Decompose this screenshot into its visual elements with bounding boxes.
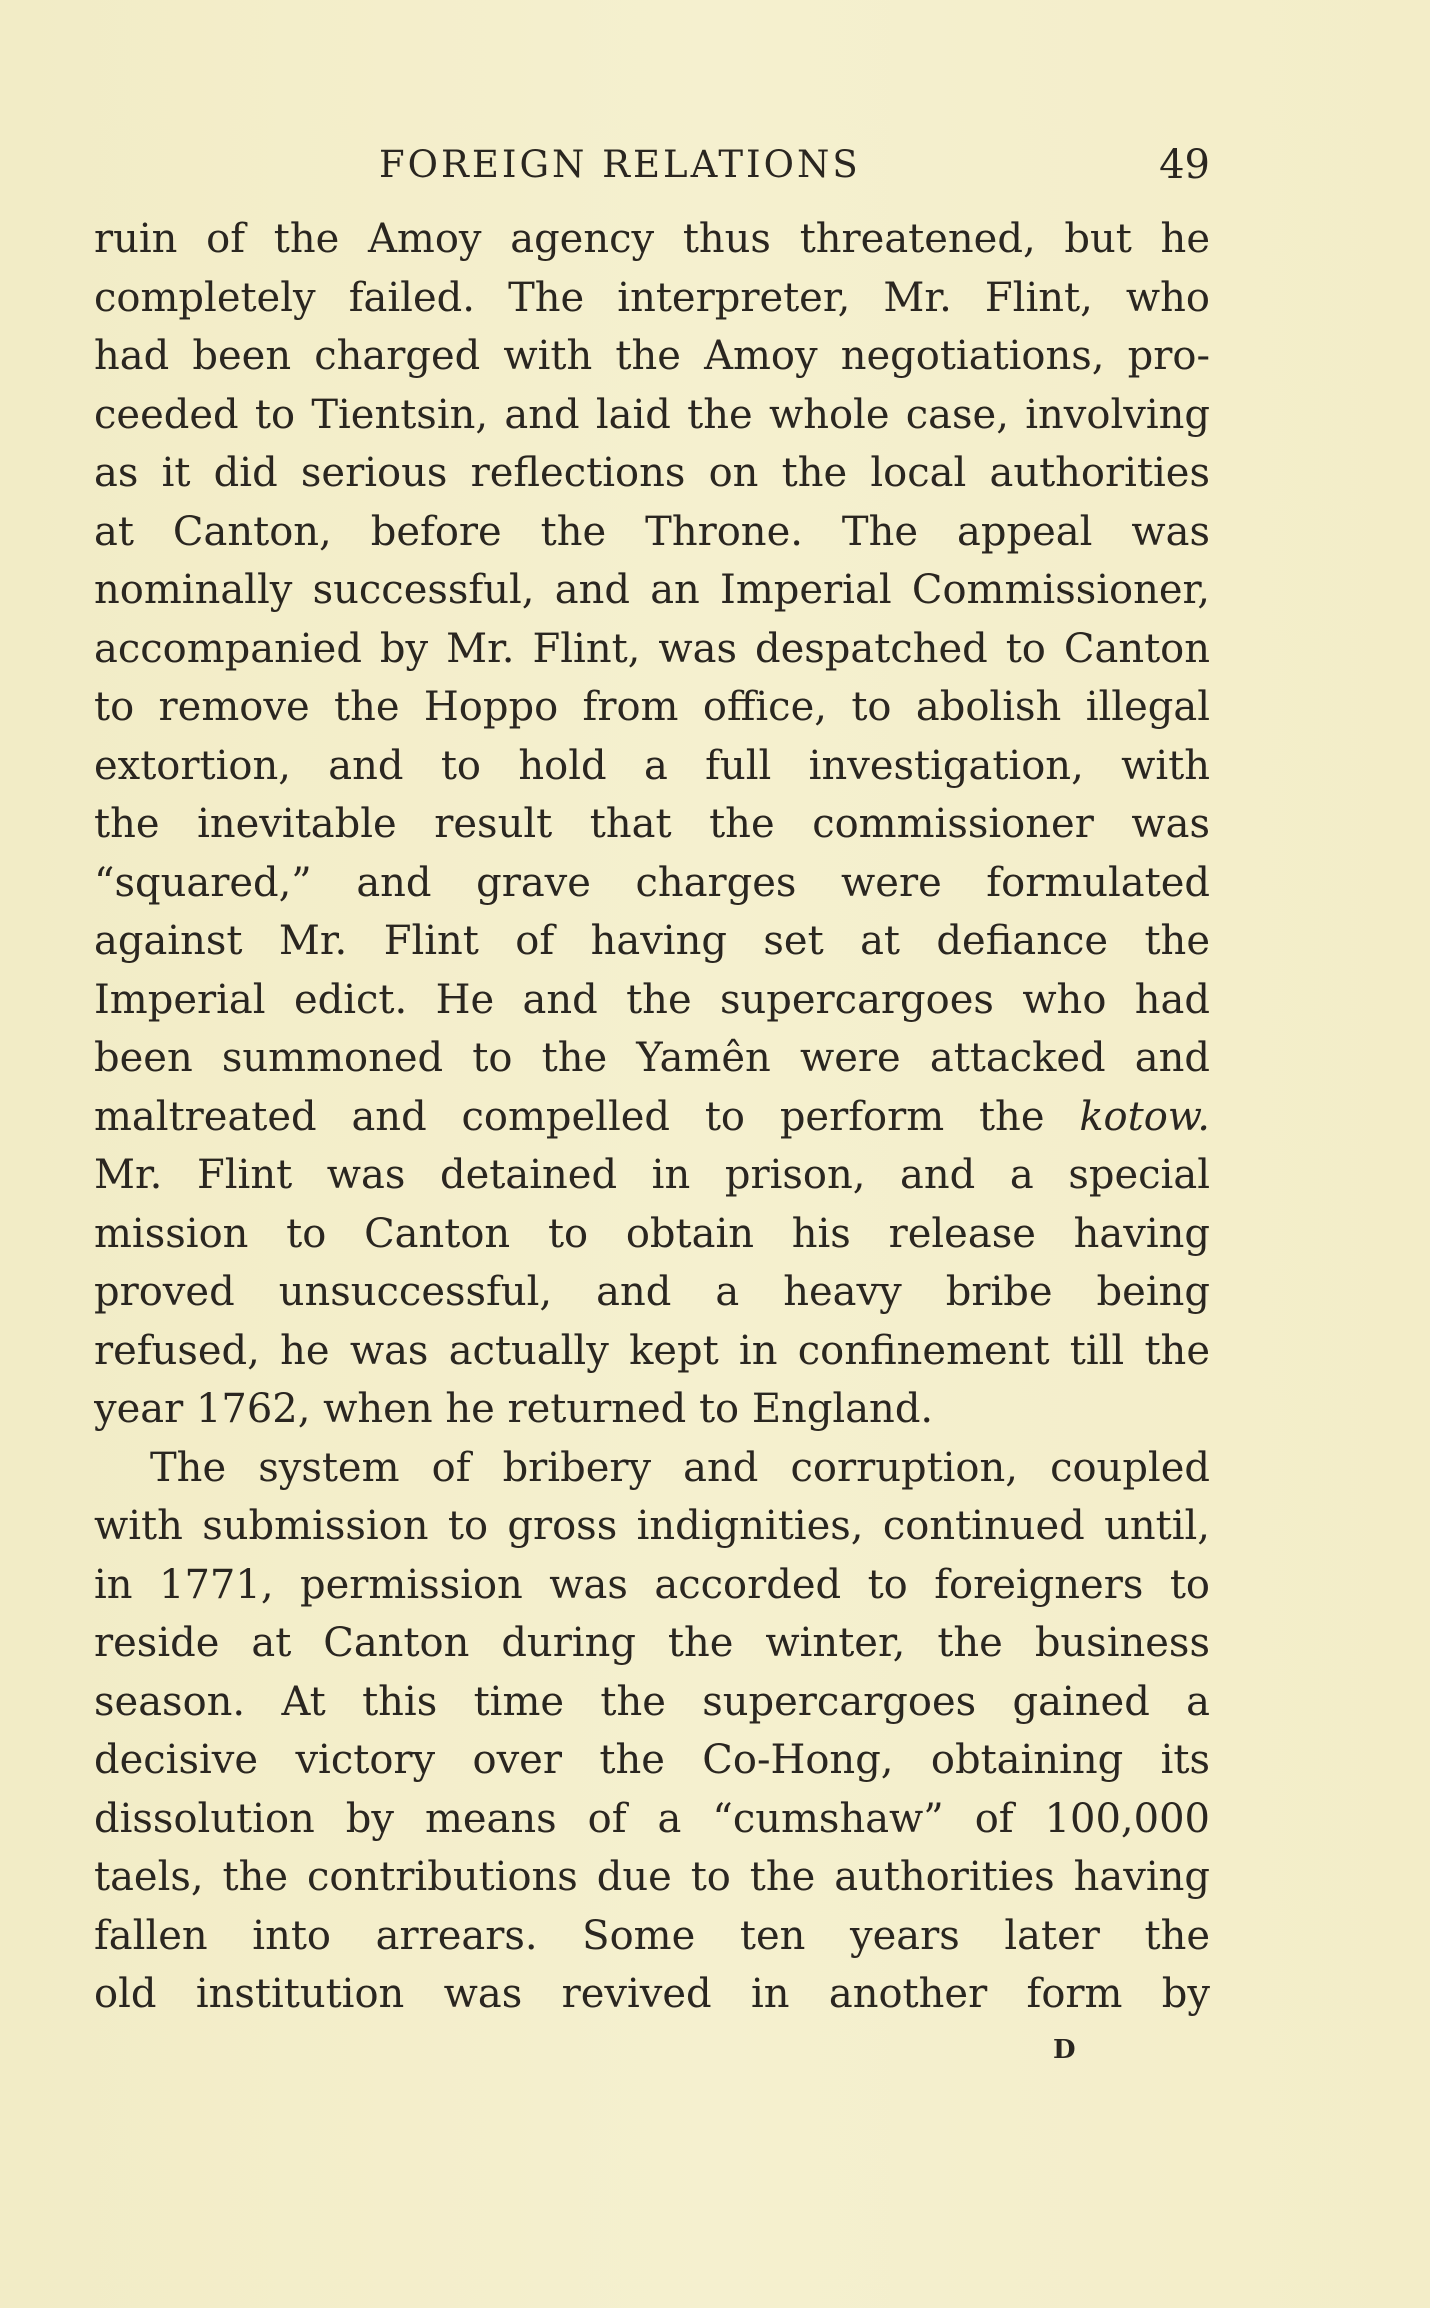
text-line: extortion, and to hold a full investigation, with: [94, 742, 1210, 789]
text-line: accompanied by Mr. Flint, was despatched to Canton: [94, 625, 1210, 672]
text-line: Imperial edict. He and the supercargoes who had: [94, 976, 1210, 1023]
kotow-italic-word: kotow.: [1079, 1093, 1210, 1140]
text-line: fallen into arrears. Some ten years later the: [94, 1912, 1210, 1959]
signature-mark: D: [1053, 2035, 1077, 2065]
text-line: dissolution by means of a “cumshaw” of 100,000: [94, 1795, 1210, 1842]
paragraph-start-line: The system of bribery and corruption, coupled: [150, 1444, 1210, 1491]
text-line: reside at Canton during the winter, the business: [94, 1620, 1210, 1666]
text-line: proved unsuccessful, and a heavy bribe being: [94, 1269, 1210, 1315]
page-number: 49: [1159, 142, 1210, 188]
text-line: Mr. Flint was detained in prison, and a special: [94, 1152, 1210, 1198]
text-line: taels, the contributions due to the authorities having: [94, 1854, 1210, 1900]
text-line: decisive victory over the Co-Hong, obtaining its: [94, 1737, 1210, 1783]
text-line: ruin of the Amoy agency thus threatened, but he: [94, 216, 1210, 262]
body-text: [94, 210, 1210, 2024]
text-line: “squared,” and grave charges were formulated: [94, 859, 1210, 906]
text-line: mission to Canton to obtain his release having: [94, 1210, 1210, 1257]
text-line: had been charged with the Amoy negotiations, pro-: [94, 333, 1210, 379]
text-line: been summoned to the Yamên were attacked and: [94, 1035, 1210, 1081]
text-line: the inevitable result that the commissioner was: [94, 801, 1210, 847]
text-line: ceeded to Tientsin, and laid the whole case, involving: [94, 391, 1210, 438]
text-line: old institution was revived in another form by: [94, 1971, 1210, 2017]
text-line: with submission to gross indignities, continued until,: [94, 1503, 1210, 1549]
header-title: FOREIGN RELATIONS: [379, 143, 861, 186]
text-line: completely failed. The interpreter, Mr. Flint, who: [94, 274, 1210, 321]
text-line: at Canton, before the Throne. The appeal was: [94, 508, 1210, 555]
text-line: against Mr. Flint of having set at defiance the: [94, 918, 1210, 964]
kotow-line-text: maltreated and compelled to perform the: [94, 1093, 1080, 1140]
text-line: season. At this time the supercargoes gained a: [94, 1678, 1210, 1725]
running-head: [94, 140, 1210, 190]
text-line: refused, he was actually kept in confinement till the: [94, 1327, 1210, 1374]
text-line: nominally successful, and an Imperial Commissioner,: [94, 567, 1210, 613]
text-line: to remove the Hoppo from office, to abolish illegal: [94, 684, 1210, 730]
text-line: year 1762, when he returned to England.: [94, 1386, 934, 1432]
text-line: in 1771, permission was accorded to foreigners to: [94, 1561, 1210, 1608]
text-line: as it did serious reflections on the local authorities: [94, 450, 1210, 496]
text-line-kotow: [94, 1088, 1210, 1147]
